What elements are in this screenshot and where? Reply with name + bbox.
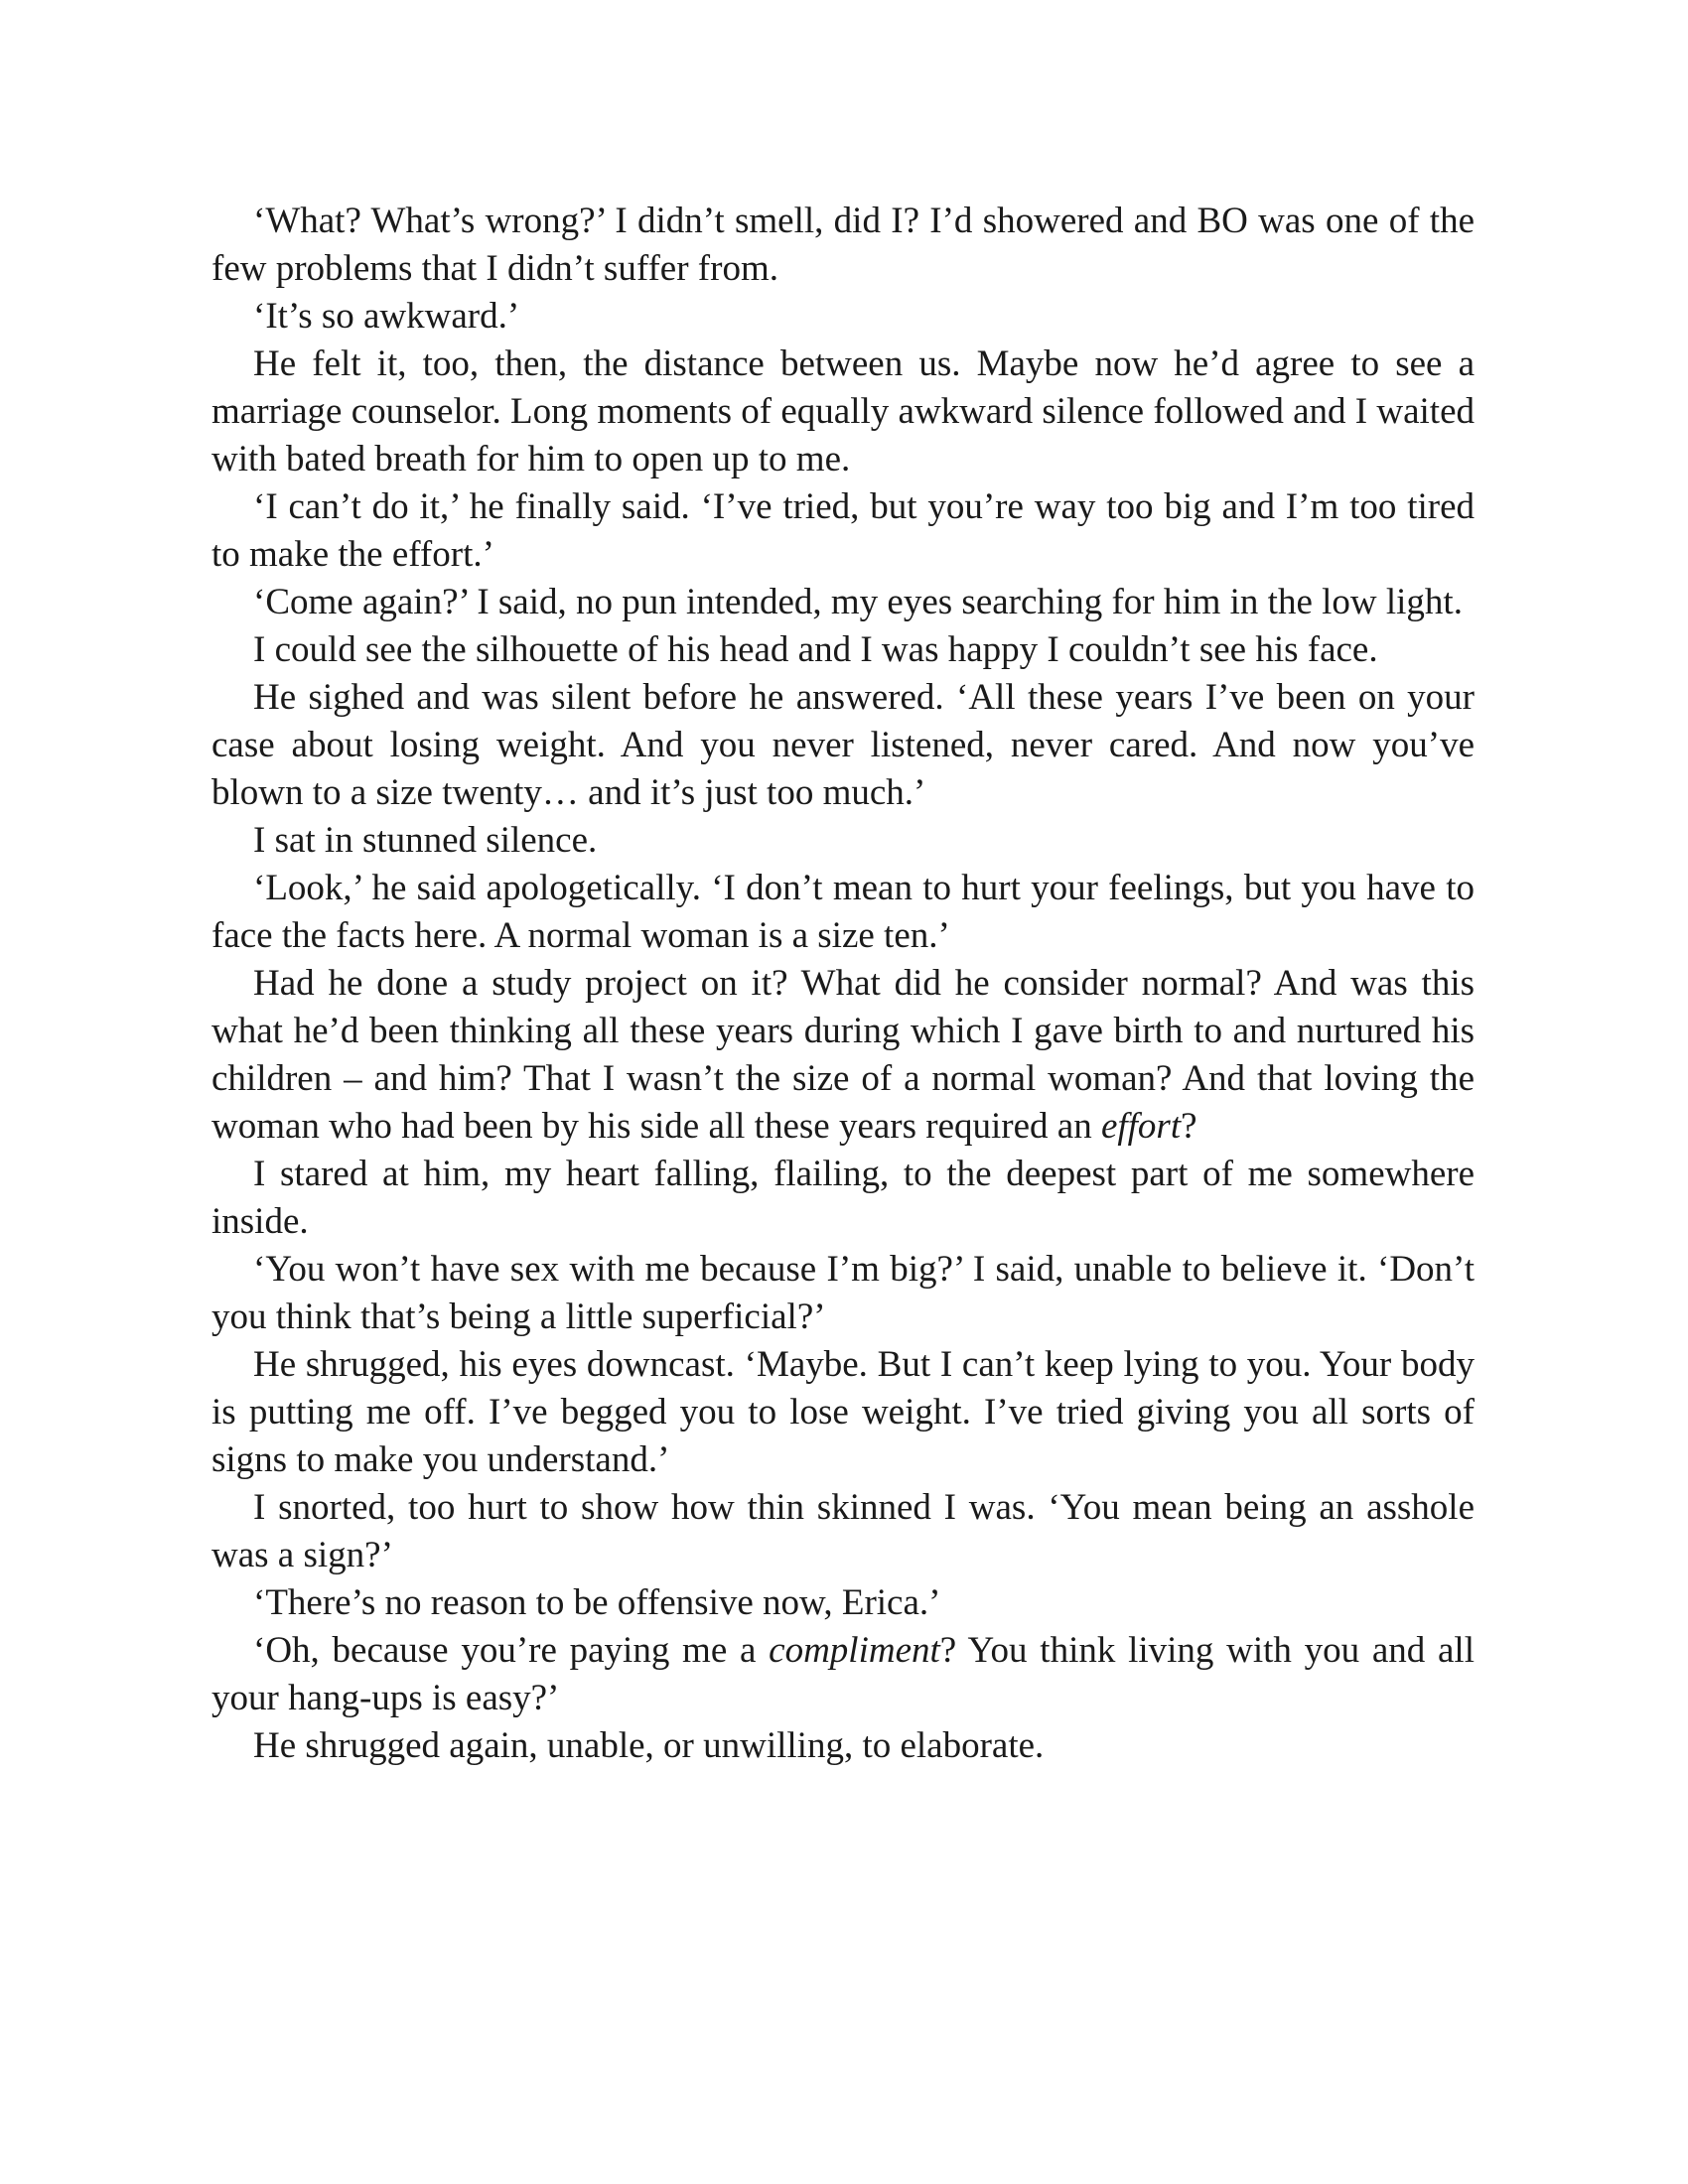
- paragraph-text: I snorted, too hurt to show how thin skinned I was. ‘You mean being an asshole was a sign?’: [211, 1487, 1475, 1575]
- paragraph: [211, 341, 1475, 483]
- paragraph: [211, 483, 1475, 579]
- paragraph: [211, 1246, 1475, 1341]
- paragraph-text: ‘You won’t have sex with me because I’m big?’ I said, unable to believe it. ‘Don’t you think that’s being a little superficial?’: [211, 1249, 1475, 1337]
- paragraph: [211, 626, 1475, 674]
- paragraph-text: ‘What? What’s wrong?’ I didn’t smell, did I? I’d showered and BO was one of the few problems that I didn’t suffer from.: [211, 201, 1475, 289]
- paragraph-text: ‘I can’t do it,’ he finally said. ‘I’ve tried, but you’re way too big and I’m too tired to make the effort.’: [211, 486, 1475, 575]
- paragraph: [211, 1627, 1475, 1722]
- paragraph-text: I sat in stunned silence.: [253, 820, 598, 861]
- paragraph: [211, 198, 1475, 293]
- paragraph-text: He felt it, too, then, the distance between us. Maybe now he’d agree to see a marriage counselor. Long moments of equally awkward silence followed and I waited with bated breath for him to open up to me.: [211, 343, 1475, 479]
- paragraph: [211, 1484, 1475, 1579]
- paragraph-text: I could see the silhouette of his head and I was happy I couldn’t see his face.: [253, 629, 1378, 670]
- paragraph-text: ‘Oh, because you’re paying me a: [253, 1630, 770, 1671]
- paragraph-text: ‘Look,’ he said apologetically. ‘I don’t mean to hurt your feelings, but you have to face the facts here. A normal woman is a size ten.’: [211, 868, 1475, 956]
- paragraph-text: I stared at him, my heart falling, flailing, to the deepest part of me somewhere inside.: [211, 1154, 1475, 1242]
- paragraph: [211, 865, 1475, 960]
- paragraph: [211, 1579, 1475, 1627]
- paragraph-text: ?: [1181, 1106, 1197, 1147]
- paragraph: [211, 817, 1475, 865]
- body-text: [211, 198, 1475, 1770]
- paragraph-text: Had he done a study project on it? What did he consider normal? And was this what he’d been thinking all these years during which I gave birth to and nurtured his children – and him? That I wasn’t the size of a normal woman? And that loving the woman who had been by his side all these years required an: [211, 963, 1475, 1147]
- emphasis-text: effort: [1100, 1106, 1182, 1147]
- paragraph-text: ‘It’s so awkward.’: [253, 296, 520, 337]
- paragraph-text: He shrugged, his eyes downcast. ‘Maybe. But I can’t keep lying to you. Your body is putting me off. I’ve begged you to lose weight. I’ve tried giving you all sorts of signs to make you understand.’: [211, 1344, 1475, 1480]
- paragraph: [211, 1151, 1475, 1246]
- emphasis-text: compliment: [769, 1630, 940, 1671]
- paragraph: [211, 293, 1475, 341]
- paragraph: [211, 960, 1475, 1151]
- paragraph-text: He sighed and was silent before he answered. ‘All these years I’ve been on your case about losing weight. And you never listened, never cared. And now you’ve blown to a size twenty… and it’s just too much.’: [211, 677, 1475, 813]
- paragraph-text: ? You think living with you and all your hang-ups is easy?’: [211, 1630, 1475, 1718]
- paragraph-text: ‘Come again?’ I said, no pun intended, my eyes searching for him in the low light.: [253, 582, 1463, 622]
- paragraph: [211, 674, 1475, 817]
- paragraph: [211, 579, 1475, 626]
- paragraph: [211, 1722, 1475, 1770]
- paragraph-text: ‘There’s no reason to be offensive now, Erica.’: [253, 1582, 941, 1623]
- paragraph-text: He shrugged again, unable, or unwilling, to elaborate.: [253, 1725, 1045, 1766]
- paragraph: [211, 1341, 1475, 1484]
